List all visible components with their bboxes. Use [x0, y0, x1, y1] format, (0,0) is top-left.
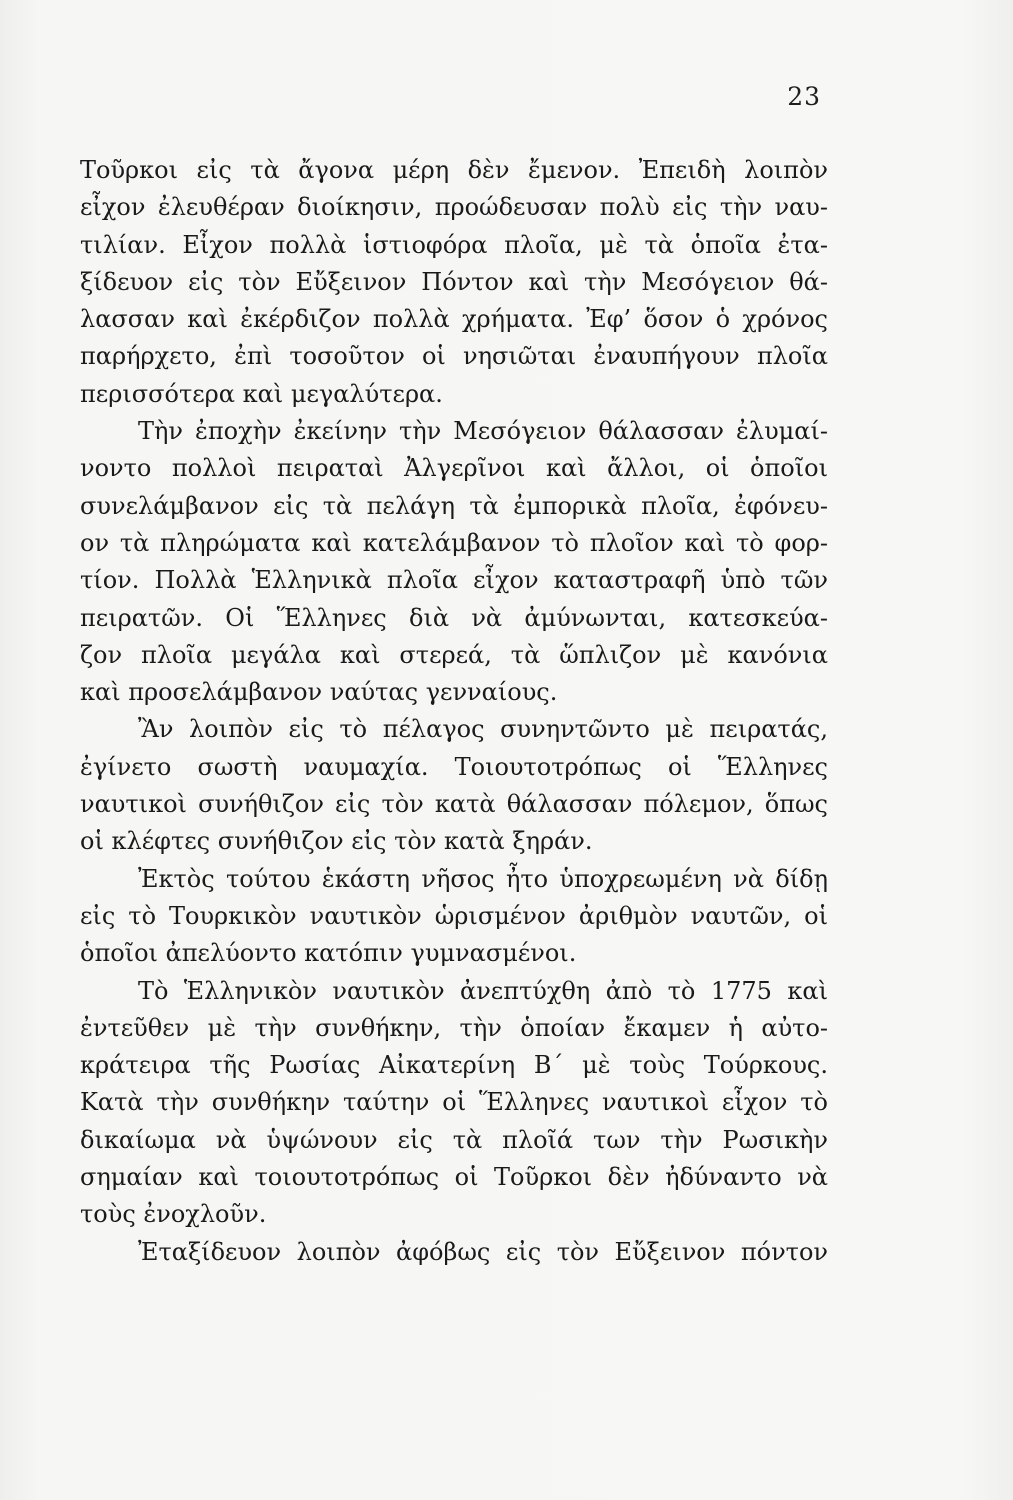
text-line: ναυτικοὶ συνήθιζον εἰς τὸν κατὰ θάλασσαν πόλεμον, ὅπως — [80, 790, 828, 819]
text-line: ζον πλοῖα μεγάλα καὶ στερεά, τὰ ὥπλιζον μὲ κανόνια — [80, 640, 828, 669]
text-line: Κατὰ τὴν συνθήκην ταύτην οἱ Ἕλληνες ναυτικοὶ εἶχον τὸ — [80, 1088, 828, 1117]
text-line: εἰς τὸ Τουρκικὸν ναυτικὸν ὡρισμένον ἀριθμὸν ναυτῶν, οἱ — [80, 901, 828, 930]
body-text — [80, 152, 828, 1271]
text-line: περισσότερα καὶ μεγαλύτερα. — [80, 379, 443, 408]
text-line: δικαίωμα νὰ ὑψώνουν εἰς τὰ πλοῖά των τὴν Ρωσικὴν — [80, 1125, 828, 1154]
text-line: ἐντεῦθεν μὲ τὴν συνθήκην, τὴν ὁποίαν ἔκαμεν ἡ αὐτο- — [80, 1013, 828, 1042]
text-line: εἶχον ἐλευθέραν διοίκησιν, προώδευσαν πολὺ εἰς τὴν ναυ- — [80, 193, 828, 222]
text-line: καὶ προσελάμβανον ναύτας γενναίους. — [80, 678, 558, 707]
text-line: οἱ κλέφτες συνήθιζον εἰς τὸν κατὰ ξηράν. — [80, 827, 593, 856]
text-line: Τὸ Ἑλληνικὸν ναυτικὸν ἀνεπτύχθη ἀπὸ τὸ 1775 καὶ — [138, 976, 828, 1005]
text-line: νοντο πολλοὶ πειραταὶ Ἀλγερῖνοι καὶ ἄλλοι, οἱ ὁποῖοι — [80, 454, 828, 483]
text-line: πειρατῶν. Οἱ Ἕλληνες διὰ νὰ ἀμύνωνται, κατεσκεύα- — [80, 603, 828, 632]
text-line: Ἂν λοιπὸν εἰς τὸ πέλαγος συνηντῶντο μὲ πειρατάς, — [138, 715, 828, 744]
text-line: Ἐταξίδευον λοιπὸν ἀφόβως εἰς τὸν Εὔξεινον πόντον — [138, 1237, 828, 1266]
text-line: ον τὰ πληρώματα καὶ κατελάμβανον τὸ πλοῖον καὶ τὸ φορ- — [80, 528, 828, 557]
text-line: ἐγίνετο σωστὴ ναυμαχία. Τοιουτοτρόπως οἱ Ἕλληνες — [80, 752, 828, 781]
text-line: λασσαν καὶ ἐκέρδιζον πολλὰ χρήματα. Ἐφ’ ὅσον ὁ χρόνος — [80, 305, 828, 334]
text-line: τίον. Πολλὰ Ἑλληνικὰ πλοῖα εἶχον καταστραφῆ ὑπὸ τῶν — [80, 566, 828, 595]
text-line: Ἐκτὸς τούτου ἑκάστη νῆσος ἦτο ὑποχρεωμένη νὰ δίδῃ — [138, 864, 828, 893]
text-line: Τοῦρκοι εἰς τὰ ἄγονα μέρη δὲν ἔμενον. Ἐπειδὴ λοιπὸν — [80, 156, 828, 184]
text-line: συνελάμβανον εἰς τὰ πελάγη τὰ ἐμπορικὰ πλοῖα, ἐφόνευ- — [80, 491, 828, 520]
text-line: Τὴν ἐποχὴν ἐκείνην τὴν Μεσόγειον θάλασσαν ἐλυμαί- — [138, 417, 828, 446]
text-line: κράτειρα τῆς Ρωσίας Αἰκατερίνη Β΄ μὲ τοὺς Τούρκους. — [80, 1051, 828, 1080]
text-line: σημαίαν καὶ τοιουτοτρόπως οἱ Τοῦρκοι δὲν ἠδύναντο νὰ — [80, 1163, 828, 1192]
text-line: τοὺς ἐνοχλοῦν. — [80, 1200, 267, 1229]
page-number: 23 — [787, 82, 821, 111]
text-line: ξίδευον εἰς τὸν Εὔξεινον Πόντον καὶ τὴν Μεσόγειον θά- — [80, 267, 828, 296]
text-line: ὁποῖοι ἀπελύοντο κατόπιν γυμνασμένοι. — [80, 939, 577, 968]
text-line: παρήρχετο, ἐπὶ τοσοῦτον οἱ νησιῶται ἐναυπήγουν πλοῖα — [80, 342, 828, 371]
text-line: τιλίαν. Εἶχον πολλὰ ἱστιοφόρα πλοῖα, μὲ τὰ ὁποῖα ἐτα- — [80, 230, 828, 259]
